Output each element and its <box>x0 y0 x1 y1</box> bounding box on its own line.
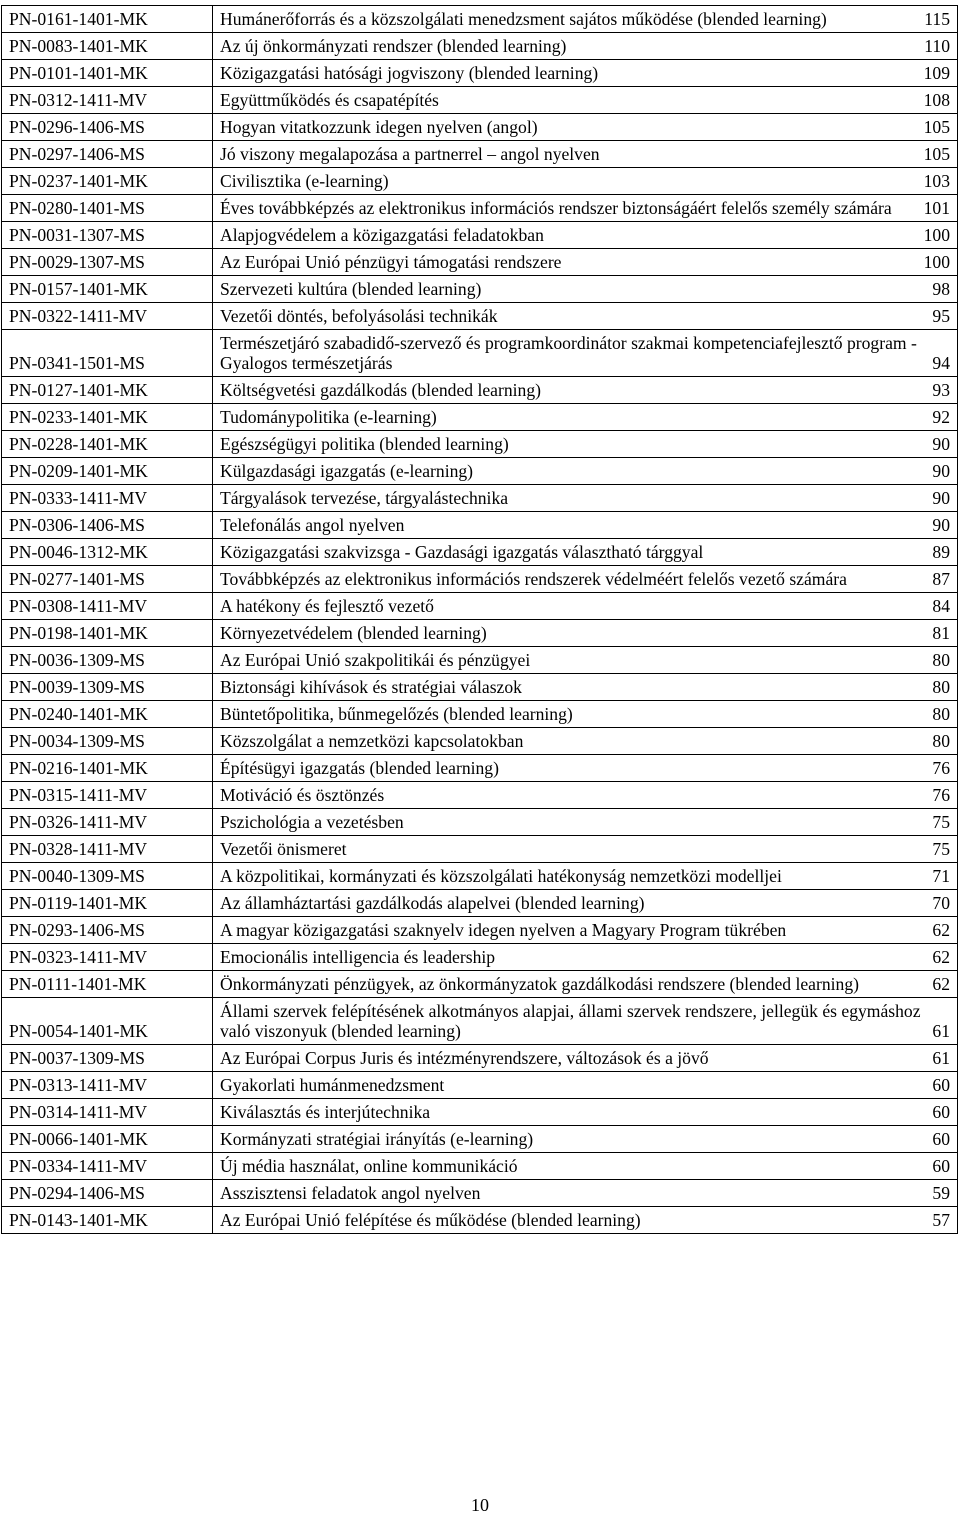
course-cell <box>213 890 958 917</box>
participant-count: 93 <box>932 380 950 400</box>
participant-count: 70 <box>932 893 950 913</box>
course-code: PN-0322-1411-MV <box>2 303 213 330</box>
participant-count: 100 <box>923 252 950 272</box>
course-code: PN-0312-1411-MV <box>2 87 213 114</box>
course-title: Jó viszony megalapozása a partnerrel – angol nyelven <box>220 144 600 164</box>
course-code: PN-0280-1401-MS <box>2 195 213 222</box>
course-code: PN-0277-1401-MS <box>2 566 213 593</box>
course-code: PN-0161-1401-MK <box>2 6 213 33</box>
course-cell <box>213 303 958 330</box>
participant-count: 80 <box>932 677 950 697</box>
participant-count: 94 <box>932 353 950 373</box>
course-code: PN-0031-1307-MS <box>2 222 213 249</box>
table-row <box>2 782 958 809</box>
course-code: PN-0157-1401-MK <box>2 276 213 303</box>
course-cell <box>213 60 958 87</box>
course-code: PN-0046-1312-MK <box>2 539 213 566</box>
table-row <box>2 944 958 971</box>
course-cell <box>213 458 958 485</box>
course-cell <box>213 836 958 863</box>
course-title: A magyar közigazgatási szaknyelv idegen nyelven a Magyary Program tükrében <box>220 920 787 940</box>
course-code: PN-0039-1309-MS <box>2 674 213 701</box>
table-row <box>2 539 958 566</box>
course-title: Az Európai Corpus Juris és intézményrendszere, változások és a jövő <box>220 1048 709 1068</box>
course-code: PN-0314-1411-MV <box>2 1099 213 1126</box>
course-cell <box>213 674 958 701</box>
participant-count: 57 <box>932 1210 950 1230</box>
table-row <box>2 971 958 998</box>
course-cell <box>213 195 958 222</box>
course-cell <box>213 6 958 33</box>
course-title: Önkormányzati pénzügyek, az önkormányzatok gazdálkodási rendszere (blended learning) <box>220 974 859 994</box>
page-number: 10 <box>471 1495 489 1515</box>
participant-count: 105 <box>923 144 950 164</box>
table-row <box>2 917 958 944</box>
course-cell <box>213 728 958 755</box>
course-code: PN-0198-1401-MK <box>2 620 213 647</box>
course-cell <box>213 377 958 404</box>
table-row <box>2 1126 958 1153</box>
course-cell <box>213 1099 958 1126</box>
course-code: PN-0326-1411-MV <box>2 809 213 836</box>
participant-count: 100 <box>923 225 950 245</box>
participant-count: 108 <box>923 90 950 110</box>
course-title: Az államháztartási gazdálkodás alapelvei (blended learning) <box>220 893 645 913</box>
participant-count: 105 <box>923 117 950 137</box>
participant-count: 62 <box>932 920 950 940</box>
participant-count: 103 <box>923 171 950 191</box>
course-title: Az Európai Unió felépítése és működése (blended learning) <box>220 1210 641 1230</box>
course-title: Szervezeti kultúra (blended learning) <box>220 279 482 299</box>
table-row <box>2 485 958 512</box>
participant-count: 71 <box>932 866 950 886</box>
course-title: Tárgyalások tervezése, tárgyalástechnika <box>220 488 509 508</box>
table-row <box>2 1180 958 1207</box>
table-row <box>2 701 958 728</box>
course-cell <box>213 593 958 620</box>
table-row <box>2 87 958 114</box>
table-row <box>2 222 958 249</box>
table-row <box>2 6 958 33</box>
table-row <box>2 276 958 303</box>
table-row <box>2 141 958 168</box>
course-cell <box>213 404 958 431</box>
table-row <box>2 566 958 593</box>
course-cell <box>213 917 958 944</box>
participant-count: 60 <box>932 1075 950 1095</box>
table-row <box>2 114 958 141</box>
participant-count: 90 <box>932 515 950 535</box>
course-code: PN-0209-1401-MK <box>2 458 213 485</box>
course-cell <box>213 863 958 890</box>
course-title: Hogyan vitatkozzunk idegen nyelven (angol) <box>220 117 538 137</box>
table-row <box>2 168 958 195</box>
course-code: PN-0297-1406-MS <box>2 141 213 168</box>
course-title: Civilisztika (e-learning) <box>220 171 389 191</box>
course-title: Pszichológia a vezetésben <box>220 812 404 832</box>
course-code: PN-0119-1401-MK <box>2 890 213 917</box>
course-code: PN-0328-1411-MV <box>2 836 213 863</box>
participant-count: 87 <box>932 569 950 589</box>
course-code: PN-0228-1401-MK <box>2 431 213 458</box>
course-code: PN-0333-1411-MV <box>2 485 213 512</box>
participant-count: 92 <box>932 407 950 427</box>
course-cell <box>213 971 958 998</box>
course-title: Közigazgatási szakvizsga - Gazdasági igazgatás választható tárggyal <box>220 542 704 562</box>
course-code: PN-0315-1411-MV <box>2 782 213 809</box>
course-cell <box>213 782 958 809</box>
table-row <box>2 620 958 647</box>
course-cell <box>213 1153 958 1180</box>
course-code: PN-0083-1401-MK <box>2 33 213 60</box>
course-table <box>1 5 958 1234</box>
participant-count: 59 <box>932 1183 950 1203</box>
course-code: PN-0034-1309-MS <box>2 728 213 755</box>
course-code: PN-0294-1406-MS <box>2 1180 213 1207</box>
course-cell <box>213 141 958 168</box>
participant-count: 61 <box>932 1048 950 1068</box>
course-cell <box>213 33 958 60</box>
participant-count: 90 <box>932 488 950 508</box>
participant-count: 101 <box>923 198 950 218</box>
participant-count: 75 <box>932 812 950 832</box>
course-cell <box>213 485 958 512</box>
table-row <box>2 512 958 539</box>
table-row <box>2 863 958 890</box>
course-title: Alapjogvédelem a közigazgatási feladatokban <box>220 225 544 245</box>
course-cell <box>213 222 958 249</box>
course-code: PN-0341-1501-MS <box>2 330 213 377</box>
course-code: PN-0323-1411-MV <box>2 944 213 971</box>
table-row <box>2 674 958 701</box>
table-row <box>2 404 958 431</box>
course-code: PN-0233-1401-MK <box>2 404 213 431</box>
course-cell <box>213 249 958 276</box>
table-row <box>2 33 958 60</box>
table-row <box>2 593 958 620</box>
course-cell <box>213 647 958 674</box>
course-cell <box>213 809 958 836</box>
course-title: Az Európai Unió pénzügyi támogatási rendszere <box>220 252 562 272</box>
table-row <box>2 809 958 836</box>
course-cell <box>213 512 958 539</box>
course-cell <box>213 1207 958 1234</box>
course-title: Környezetvédelem (blended learning) <box>220 623 487 643</box>
course-code: PN-0237-1401-MK <box>2 168 213 195</box>
course-title: Kormányzati stratégiai irányítás (e-learning) <box>220 1129 534 1149</box>
participant-count: 60 <box>932 1102 950 1122</box>
course-title: Együttműködés és csapatépítés <box>220 90 439 110</box>
course-title: A közpolitikai, kormányzati és közszolgálati hatékonyság nemzetközi modelljei <box>220 866 782 886</box>
course-code: PN-0036-1309-MS <box>2 647 213 674</box>
participant-count: 62 <box>932 974 950 994</box>
course-code: PN-0066-1401-MK <box>2 1126 213 1153</box>
course-cell <box>213 330 958 377</box>
course-title: Emocionális intelligencia és leadership <box>220 947 496 967</box>
course-cell <box>213 755 958 782</box>
participant-count: 60 <box>932 1156 950 1176</box>
participant-count: 80 <box>932 704 950 724</box>
table-row <box>2 1072 958 1099</box>
participant-count: 81 <box>932 623 950 643</box>
course-title: Gyakorlati humánmenedzsment <box>220 1075 445 1095</box>
course-cell <box>213 620 958 647</box>
course-code: PN-0216-1401-MK <box>2 755 213 782</box>
course-cell <box>213 431 958 458</box>
table-row <box>2 1045 958 1072</box>
table-row <box>2 998 958 1045</box>
course-table-body <box>2 6 958 1234</box>
course-title: Külgazdasági igazgatás (e-learning) <box>220 461 474 481</box>
table-row <box>2 458 958 485</box>
course-title: Tudománypolitika (e-learning) <box>220 407 437 427</box>
participant-count: 110 <box>924 36 950 56</box>
participant-count: 90 <box>932 461 950 481</box>
course-code: PN-0101-1401-MK <box>2 60 213 87</box>
participant-count: 60 <box>932 1129 950 1149</box>
table-row <box>2 330 958 377</box>
participant-count: 90 <box>932 434 950 454</box>
participant-count: 84 <box>932 596 950 616</box>
table-row <box>2 647 958 674</box>
course-title: Építésügyi igazgatás (blended learning) <box>220 758 499 778</box>
course-code: PN-0293-1406-MS <box>2 917 213 944</box>
table-row <box>2 1207 958 1234</box>
course-title: Közigazgatási hatósági jogviszony (blended learning) <box>220 63 599 83</box>
course-cell <box>213 1180 958 1207</box>
course-title: Továbbképzés az elektronikus információs rendszerek védelméért felelős vezető számára <box>220 569 847 589</box>
course-title: Telefonálás angol nyelven <box>220 515 405 535</box>
course-title: Állami szervek felépítésének alkotmányos alapjai, állami szervek rendszere, jellegük és egymáshoz való viszonyuk (blended learning) <box>220 1001 921 1041</box>
course-cell <box>213 114 958 141</box>
participant-count: 61 <box>932 1021 950 1041</box>
participant-count: 80 <box>932 731 950 751</box>
course-code: PN-0029-1307-MS <box>2 249 213 276</box>
course-title: Az új önkormányzati rendszer (blended learning) <box>220 36 567 56</box>
course-code: PN-0334-1411-MV <box>2 1153 213 1180</box>
course-code: PN-0111-1401-MK <box>2 971 213 998</box>
course-title: Természetjáró szabadidő-szervező és programkoordinátor szakmai kompetenciafejlesztő program - Gyalogos természetjárás <box>220 333 917 373</box>
course-code: PN-0127-1401-MK <box>2 377 213 404</box>
course-title: Éves továbbképzés az elektronikus információs rendszer biztonságáért felelős személy számára <box>220 198 892 218</box>
course-code: PN-0240-1401-MK <box>2 701 213 728</box>
participant-count: 115 <box>924 9 950 29</box>
course-title: Asszisztensi feladatok angol nyelven <box>220 1183 481 1203</box>
participant-count: 62 <box>932 947 950 967</box>
course-cell <box>213 998 958 1045</box>
table-row <box>2 195 958 222</box>
course-title: Közszolgálat a nemzetközi kapcsolatokban <box>220 731 524 751</box>
course-code: PN-0143-1401-MK <box>2 1207 213 1234</box>
table-row <box>2 431 958 458</box>
course-cell <box>213 566 958 593</box>
course-cell <box>213 944 958 971</box>
table-row <box>2 1153 958 1180</box>
table-row <box>2 303 958 330</box>
table-row <box>2 60 958 87</box>
table-row <box>2 890 958 917</box>
participant-count: 89 <box>932 542 950 562</box>
course-code: PN-0054-1401-MK <box>2 998 213 1045</box>
course-title: Vezetői döntés, befolyásolási technikák <box>220 306 498 326</box>
table-row <box>2 728 958 755</box>
course-title: Költségvetési gazdálkodás (blended learning) <box>220 380 541 400</box>
course-code: PN-0040-1309-MS <box>2 863 213 890</box>
table-row <box>2 377 958 404</box>
participant-count: 80 <box>932 650 950 670</box>
participant-count: 76 <box>932 758 950 778</box>
course-code: PN-0037-1309-MS <box>2 1045 213 1072</box>
course-title: Vezetői önismeret <box>220 839 347 859</box>
course-title: Egészségügyi politika (blended learning) <box>220 434 509 454</box>
course-cell <box>213 539 958 566</box>
course-code: PN-0296-1406-MS <box>2 114 213 141</box>
course-cell <box>213 276 958 303</box>
course-cell <box>213 1072 958 1099</box>
participant-count: 109 <box>923 63 950 83</box>
course-cell <box>213 1126 958 1153</box>
course-cell <box>213 701 958 728</box>
participant-count: 75 <box>932 839 950 859</box>
course-title: Motiváció és ösztönzés <box>220 785 385 805</box>
table-row <box>2 1099 958 1126</box>
course-title: Büntetőpolitika, bűnmegelőzés (blended learning) <box>220 704 573 724</box>
course-code: PN-0306-1406-MS <box>2 512 213 539</box>
participant-count: 98 <box>932 279 950 299</box>
course-code: PN-0313-1411-MV <box>2 1072 213 1099</box>
table-row <box>2 249 958 276</box>
course-title: A hatékony és fejlesztő vezető <box>220 596 434 616</box>
course-title: Új média használat, online kommunikáció <box>220 1156 518 1176</box>
participant-count: 76 <box>932 785 950 805</box>
course-cell <box>213 168 958 195</box>
table-row <box>2 755 958 782</box>
course-cell <box>213 87 958 114</box>
course-title: Biztonsági kihívások és stratégiai válaszok <box>220 677 522 697</box>
course-title: Kiválasztás és interjútechnika <box>220 1102 431 1122</box>
table-row <box>2 836 958 863</box>
participant-count: 95 <box>932 306 950 326</box>
course-code: PN-0308-1411-MV <box>2 593 213 620</box>
course-cell <box>213 1045 958 1072</box>
course-title: Az Európai Unió szakpolitikái és pénzügyei <box>220 650 531 670</box>
course-title: Humánerőforrás és a közszolgálati menedzsment sajátos működése (blended learning) <box>220 9 827 29</box>
